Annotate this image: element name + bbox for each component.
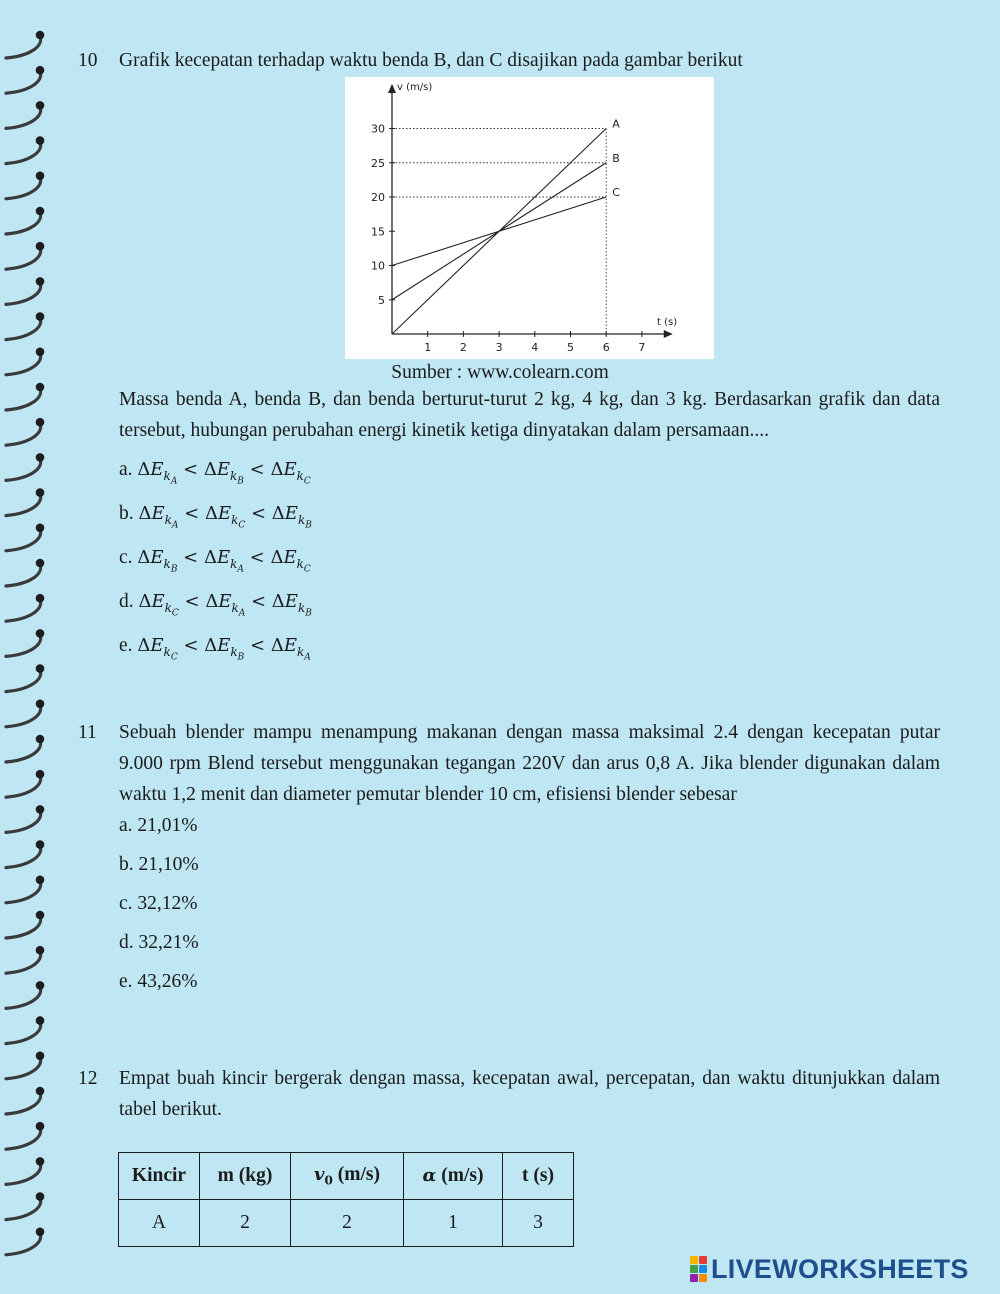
logo-tile <box>699 1274 707 1282</box>
spiral-hole <box>36 277 45 286</box>
spiral-hole <box>36 1228 45 1237</box>
chart-svg <box>345 77 714 359</box>
spiral-ring <box>6 634 41 656</box>
question-text: Empat buah kincir bergerak dengan massa, kecepatan awal, percepatan, dan waktu ditunjukkan dalam tabel berikut. <box>119 1068 940 1120</box>
spiral-ring <box>6 951 41 973</box>
spiral-ring <box>6 36 41 58</box>
series-label: B <box>612 151 620 165</box>
series-label: C <box>612 186 620 199</box>
y-tick-label: 10 <box>371 259 385 273</box>
x-tick-label: 4 <box>531 341 539 354</box>
question-10-body <box>78 384 940 668</box>
table-header: α (m/s) <box>404 1153 503 1200</box>
spiral-hole <box>36 348 45 357</box>
option-label: a. <box>119 459 133 480</box>
option-3[interactable]: c. 32,12% <box>119 893 198 914</box>
logo-tile <box>690 1256 698 1264</box>
x-tick-label: 6 <box>602 341 610 354</box>
spiral-hole <box>36 418 45 427</box>
spiral-hole <box>36 1052 45 1061</box>
spiral-hole <box>36 1122 45 1131</box>
table-header: $v_0$ (m/s) <box>291 1153 404 1200</box>
spiral-ring <box>6 494 41 516</box>
y-tick-label: 15 <box>371 225 385 239</box>
spiral-ring <box>6 1057 41 1079</box>
spiral-hole <box>36 136 45 145</box>
x-tick-label: 5 <box>567 341 574 354</box>
question-number: 12 <box>78 1068 98 1089</box>
option-label: e. <box>119 635 133 656</box>
spiral-hole <box>36 524 45 533</box>
spiral-ring <box>6 458 41 480</box>
question-11-options <box>78 810 940 1005</box>
spiral-ring <box>6 106 41 128</box>
spiral-hole <box>36 876 45 885</box>
table-cell: 2 <box>291 1200 404 1247</box>
logo-tile <box>690 1265 698 1273</box>
option-label: c. <box>119 547 133 568</box>
series-label: A <box>612 117 620 131</box>
y-tick-label: 20 <box>371 191 385 204</box>
spiral-hole <box>36 242 45 251</box>
table-cell: A <box>119 1200 200 1247</box>
question-11 <box>78 717 940 1005</box>
spiral-ring <box>6 71 41 93</box>
option-4[interactable] <box>119 580 940 624</box>
spiral-ring <box>6 705 41 727</box>
option-4[interactable]: d. 32,21% <box>119 932 199 953</box>
spiral-hole <box>36 700 45 709</box>
velocity-time-chart <box>345 77 714 359</box>
spiral-hole <box>36 629 45 638</box>
option-equation: $\Delta E_{k_B} < \Delta E_{k_A} < \Delta E_{k_C}$ <box>137 547 311 574</box>
logo-text: LIVEWORKSHEETS <box>711 1253 969 1284</box>
logo-tile <box>699 1256 707 1264</box>
spiral-ring <box>6 1233 41 1255</box>
y-axis-label: v (m/s) <box>397 82 433 93</box>
table-header-row <box>119 1153 574 1200</box>
option-3[interactable] <box>119 536 940 580</box>
spiral-hole <box>36 770 45 779</box>
spiral-ring <box>6 810 41 832</box>
logo-icon <box>690 1256 707 1282</box>
spiral-ring <box>6 916 41 938</box>
x-tick-label: 7 <box>638 341 646 354</box>
spiral-hole <box>36 31 45 40</box>
spiral-hole <box>36 1192 45 1201</box>
spiral-hole <box>36 594 45 603</box>
spiral-hole <box>36 1087 45 1096</box>
spiral-ring <box>6 1162 41 1184</box>
table-header: t (s) <box>503 1153 574 1200</box>
y-tick-label: 30 <box>371 122 385 136</box>
question-10-options <box>78 448 940 668</box>
table-header: m (kg) <box>200 1153 291 1200</box>
spiral-ring <box>6 1198 41 1220</box>
spiral-ring <box>6 247 41 269</box>
question-text: Massa benda A, benda B, dan benda berturut-turut 2 kg, 4 kg, dan 3 kg. Berdasarkan grafik dan data tersebut, hubungan perubahan energi kinetik ketiga dinyatakan dalam persamaan.... <box>119 389 940 441</box>
x-axis-arrow <box>664 330 673 338</box>
option-1[interactable]: a. 21,01% <box>119 815 198 836</box>
spiral-ring <box>6 1022 41 1044</box>
option-1[interactable] <box>119 448 940 492</box>
option-equation: $\Delta E_{k_C} < \Delta E_{k_A} < \Delta E_{k_B}$ <box>138 591 312 618</box>
spiral-ring <box>6 212 41 234</box>
liveworksheets-logo[interactable] <box>690 1252 969 1286</box>
series-line-c <box>392 197 606 266</box>
spiral-hole <box>36 312 45 321</box>
option-equation: $\Delta E_{k_C} < \Delta E_{k_B} < \Delta E_{k_A}$ <box>137 635 311 662</box>
spiral-hole <box>36 1157 45 1166</box>
spiral-ring <box>6 1092 41 1114</box>
question-12 <box>78 1063 940 1125</box>
option-equation: $\Delta E_{k_A} < \Delta E_{k_C} < \Delta E_{k_B}$ <box>138 503 312 530</box>
y-tick-label: 25 <box>371 156 385 170</box>
spiral-ring <box>6 670 41 692</box>
question-10 <box>78 45 940 76</box>
spiral-ring <box>6 1127 41 1149</box>
spiral-hole <box>36 101 45 110</box>
question-number: 10 <box>78 50 98 71</box>
spiral-hole <box>36 946 45 955</box>
x-tick-label: 3 <box>495 341 503 354</box>
y-tick-label: 5 <box>378 293 385 307</box>
y-axis-arrow <box>388 84 396 93</box>
question-prompt: Grafik kecepatan terhadap waktu benda B, dan C disajikan pada gambar berikut <box>119 50 743 71</box>
logo-tile <box>690 1274 698 1282</box>
spiral-hole <box>36 559 45 568</box>
spiral-hole <box>36 840 45 849</box>
x-tick-label: 2 <box>459 341 467 354</box>
kincir-table <box>118 1152 574 1247</box>
spiral-ring <box>6 529 41 551</box>
spiral-hole <box>36 981 45 990</box>
spiral-ring <box>6 142 41 164</box>
spiral-ring <box>6 881 41 903</box>
table-cell: 2 <box>200 1200 291 1247</box>
spiral-ring <box>6 846 41 868</box>
table-cell: 1 <box>404 1200 503 1247</box>
option-label: d. <box>119 591 134 612</box>
spiral-hole <box>36 453 45 462</box>
spiral-ring <box>6 740 41 762</box>
spiral-binding <box>0 0 60 1294</box>
option-5[interactable] <box>119 624 940 668</box>
table-row <box>119 1200 574 1247</box>
spiral-ring <box>6 282 41 304</box>
option-5[interactable]: e. 43,26% <box>119 971 198 992</box>
spiral-hole <box>36 488 45 497</box>
spiral-hole <box>36 911 45 920</box>
option-2[interactable] <box>119 492 940 536</box>
spiral-ring <box>6 775 41 797</box>
spiral-ring <box>6 564 41 586</box>
table-cell: 3 <box>503 1200 574 1247</box>
spiral-hole <box>36 664 45 673</box>
option-label: b. <box>119 503 134 524</box>
spiral-hole <box>36 207 45 216</box>
spiral-ring <box>6 423 41 445</box>
spiral-ring <box>6 318 41 340</box>
spiral-ring <box>6 986 41 1008</box>
x-tick-label: 1 <box>424 341 432 354</box>
option-2[interactable]: b. 21,10% <box>119 854 199 875</box>
spiral-ring <box>6 388 41 410</box>
logo-tile <box>699 1265 707 1273</box>
chart-source: Sumber : www.colearn.com <box>391 362 609 383</box>
spiral-hole <box>36 805 45 814</box>
question-text: Sebuah blender mampu menampung makanan dengan massa maksimal 2.4 dengan kecepatan putar 9.000 rpm Blend tersebut menggunakan tegangan 220V dan arus 0,8 A. Jika blender digunakan dalam waktu 1,2 menit dan diameter pemutar blender 10 cm, efisiensi blender sebesar <box>119 722 940 805</box>
table-header: Kincir <box>119 1153 200 1200</box>
spiral-hole <box>36 1016 45 1025</box>
spiral-ring <box>6 599 41 621</box>
spiral-ring <box>6 177 41 199</box>
spiral-hole <box>36 66 45 75</box>
spiral-hole <box>36 735 45 744</box>
question-number: 11 <box>78 722 97 743</box>
spiral-hole <box>36 172 45 181</box>
x-axis-label: t (s) <box>657 317 678 328</box>
option-equation: $\Delta E_{k_A} < \Delta E_{k_B} < \Delta E_{k_C}$ <box>137 459 311 486</box>
